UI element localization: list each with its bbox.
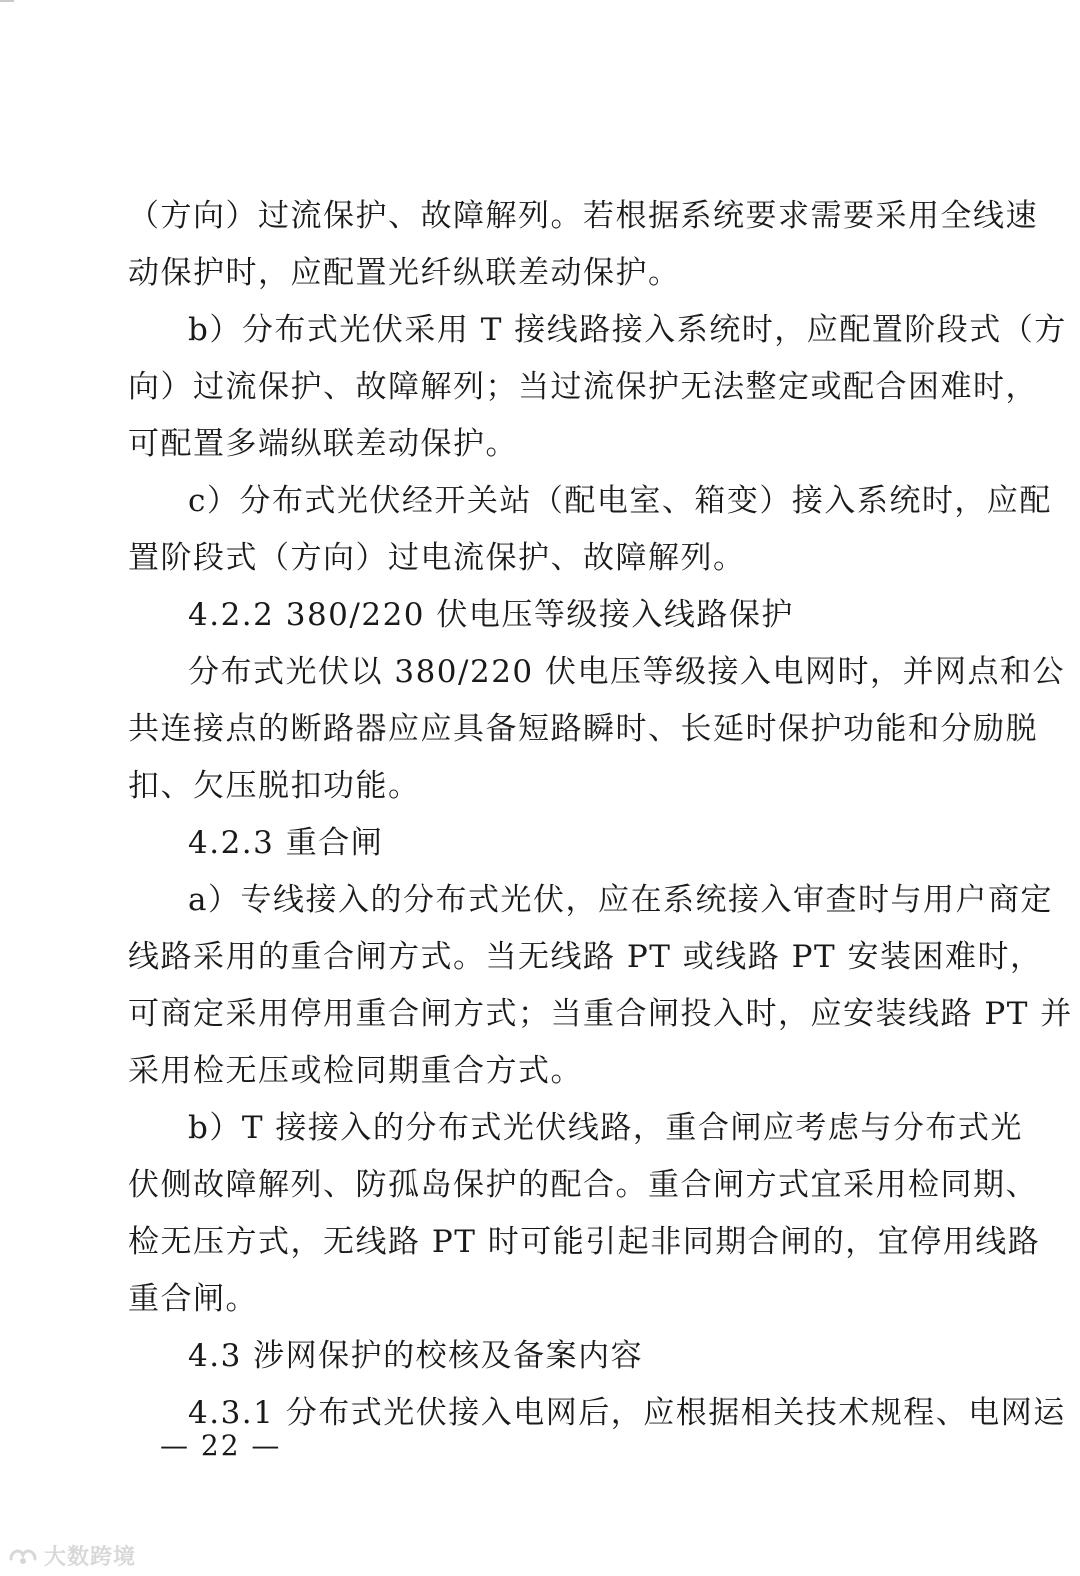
page-number: — 22 —: [160, 1429, 282, 1462]
scan-corner-mark: [0, 0, 14, 2]
brand-logo-icon: [8, 1545, 38, 1567]
paragraph-line: 可商定采用停用重合闸方式；当重合闸投入时，应安装线路 PT 并: [128, 996, 1073, 1032]
paragraph-line: b）分布式光伏采用 T 接线路接入系统时，应配置阶段式（方: [188, 312, 1067, 348]
paragraph-line: 置阶段式（方向）过电流保护、故障解列。: [128, 540, 746, 576]
section-heading-4-2-3: 4.2.3 重合闸: [188, 825, 384, 861]
paragraph-line: 分布式光伏以 380/220 伏电压等级接入电网时，并网点和公: [188, 654, 1065, 690]
paragraph-line: 可配置多端纵联差动保护。: [128, 426, 518, 462]
paragraph-line: a）专线接入的分布式光伏，应在系统接入审查时与用户商定: [188, 882, 1053, 918]
paragraph-line: c）分布式光伏经开关站（配电室、箱变）接入系统时，应配: [188, 483, 1052, 519]
paragraph-line: 动保护时，应配置光纤纵联差动保护。: [128, 255, 681, 291]
paragraph-line: （方向）过流保护、故障解列。若根据系统要求需要采用全线速: [128, 198, 1038, 234]
paragraph-line: 扣、欠压脱扣功能。: [128, 768, 421, 804]
paragraph-line: b）T 接接入的分布式光伏线路，重合闸应考虑与分布式光: [188, 1110, 1023, 1146]
paragraph-line: 采用检无压或检同期重合方式。: [128, 1053, 583, 1089]
paragraph-line: 伏侧故障解列、防孤岛保护的配合。重合闸方式宜采用检同期、: [128, 1167, 1038, 1203]
watermark: [8, 1540, 136, 1571]
paragraph-line: 4.3.1 分布式光伏接入电网后，应根据相关技术规程、电网运: [188, 1395, 1066, 1431]
section-heading-4-3: 4.3 涉网保护的校核及备案内容: [188, 1338, 644, 1374]
section-heading-4-2-2: 4.2.2 380/220 伏电压等级接入线路保护: [188, 597, 794, 633]
paragraph-line: 线路采用的重合闸方式。当无线路 PT 或线路 PT 安装困难时，: [128, 939, 1043, 975]
watermark-text: 大数跨境: [44, 1545, 137, 1570]
paragraph-line: 检无压方式，无线路 PT 时可能引起非同期合闸的，宜停用线路: [128, 1224, 1041, 1260]
paragraph-line: 重合闸。: [128, 1281, 258, 1317]
paragraph-line: 共连接点的断路器应应具备短路瞬时、长延时保护功能和分励脱: [128, 711, 1038, 747]
paragraph-line: 向）过流保护、故障解列；当过流保护无法整定或配合困难时，: [128, 369, 1038, 405]
